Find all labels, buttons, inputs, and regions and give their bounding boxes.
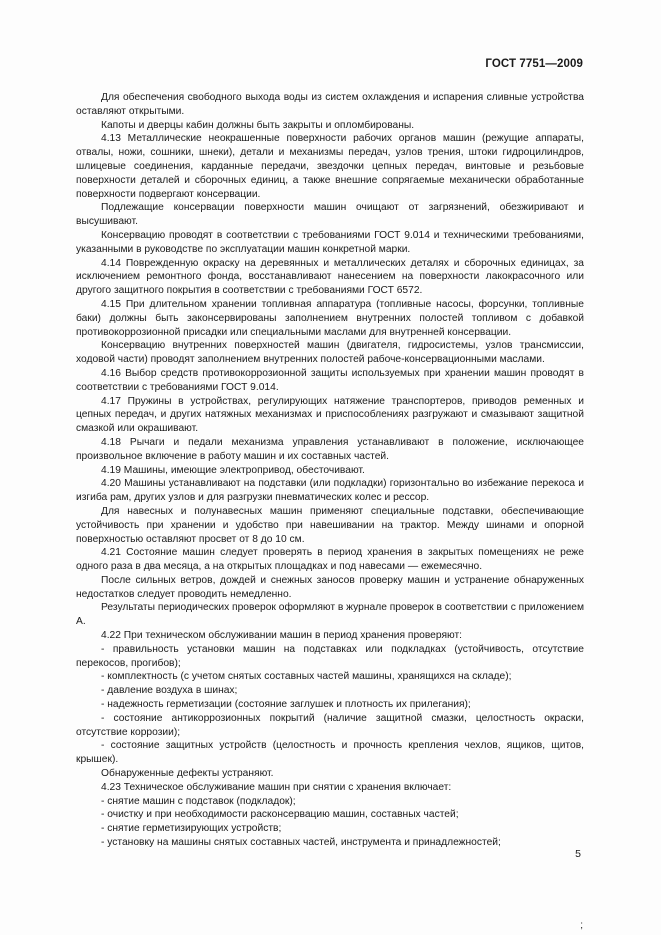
paragraph: 4.20 Машины устанавливают на подставки (или подкладки) горизонтально во избежание перекоса и изгиба рам, других узлов и для разгрузки пневматических колес и рессор.: [76, 478, 584, 504]
paragraph: 4.23 Техническое обслуживание машин при снятии с хранения включает:: [101, 781, 452, 793]
list-item: - правильность установки машин на подставках или подкладках (устойчивость, отсутствие перекосов, прогибов);: [76, 643, 584, 669]
list-item: - надежность герметизации (состояние заглушек и плотность их прилегания);: [101, 699, 471, 711]
trailing-mark: ;: [580, 920, 583, 931]
paragraph: После сильных ветров, дождей и снежных заносов проверку машин и устранение обнаруженных недостатков следует проводить немедленно.: [76, 574, 584, 600]
paragraph: Обнаруженные дефекты устраняют.: [101, 768, 274, 780]
paragraph: Капоты и дверцы кабин должны быть закрыты и опломбированы.: [101, 119, 415, 131]
page-number: 5: [575, 848, 581, 860]
list-item: - состояние антикоррозионных покрытий (наличие защитной смазки, целостность окраски, отсутствие коррозии);: [76, 712, 584, 738]
list-item: - установку на машины снятых составных частей, инструмента и принадлежностей;: [101, 837, 501, 849]
paragraph: 4.22 При техническом обслуживании машин в период хранения проверяют:: [101, 630, 463, 642]
list-item: - комплектность (с учетом снятых составных частей машины, хранящихся на складе);: [101, 671, 512, 683]
paragraph: 4.18 Рычаги и педали механизма управления устанавливают в положение, исключающее произвольное включение в работу машин и их составных частей.: [76, 436, 584, 462]
document-code-header: ГОСТ 7751—2009: [485, 58, 583, 70]
list-item: - снятие герметизирующих устройств;: [101, 823, 282, 835]
paragraph: Для обеспечения свободного выхода воды из систем охлаждения и испарения сливные устройства оставляют открытыми.: [76, 92, 584, 117]
paragraph: 4.14 Поврежденную окраску на деревянных и металлических деталях и сборочных единицах, за исключением ремонтного фонда, восстанавливают нанесением на поверхности лакокрасочного или другого защитного покрытия в соответствии с требованиями ГОСТ 6572.: [76, 257, 584, 297]
paragraph: Результаты периодических проверок оформляют в журнале проверок в соответствии с приложением А.: [76, 602, 585, 628]
document-body: [76, 91, 584, 850]
paragraph: Для навесных и полунавесных машин применяют специальные подставки, обеспечивающие устойчивость при хранении и удобство при навешивании на трактор. Между шинами и опорной поверхностью оставляют просвет от 8 до 10 см.: [76, 505, 584, 545]
paragraph: 4.17 Пружины в устройствах, регулирующих натяжение транспортеров, приводов ременных и цепных передач, и других натяжных механизмах и приспособлениях разгружают и смазывают защитной смазкой или окрашивают.: [76, 395, 584, 435]
paragraph: 4.13 Металлические неокрашенные поверхности рабочих органов машин (режущие аппараты, отвалы, ножи, сошники, шнеки), детали и механизмы передач, узлов трения, штоки гидроцилиндров, шлицевые соединения, карданные передачи, звездочки цепных передач, винтовые и резьбовые поверхности деталей и сборочных единиц, а также внешние сопрягаемые механически обработанные поверхности подвергают консервации.: [76, 133, 584, 200]
list-item: - очистку и при необходимости расконсервацию машин, составных частей;: [101, 809, 459, 821]
paragraph: Консервацию внутренних поверхностей машин (двигателя, гидросистемы, узлов трансмиссии, ходовой части) проводят заполнением внутренних полостей рабоче-консервационными маслами.: [76, 340, 584, 366]
list-item: - снятие машин с подставок (подкладок);: [101, 795, 296, 807]
paragraph: 4.19 Машины, имеющие электропривод, обесточивают.: [101, 464, 365, 476]
list-item: - давление воздуха в шинах;: [101, 685, 238, 697]
paragraph: 4.15 При длительном хранении топливная аппаратура (топливные насосы, форсунки, топливные баки) должны быть законсервированы заполнением внутренних полостей топливом с добавкой противокоррозионной присадки или специальными маслами для внутренней консервации.: [76, 298, 584, 338]
paragraph: 4.16 Выбор средств противокоррозионной защиты используемых при хранении машин проводят в соответствии с требованиями ГОСТ 9.014.: [76, 367, 584, 393]
paragraph: Подлежащие консервации поверхности машин очищают от загрязнений, обезжиривают и высушивают.: [76, 202, 584, 228]
paragraph: 4.21 Состояние машин следует проверять в период хранения в закрытых помещениях не реже одного раза в два месяца, а на открытых площадках и под навесами — ежемесячно.: [76, 547, 584, 573]
list-item: - состояние защитных устройств (целостность и прочность крепления чехлов, ящиков, щитов, крышек).: [76, 740, 584, 766]
paragraph: Консервацию проводят в соответствии с требованиями ГОСТ 9.014 и техническими требованиями, указанными в руководстве по эксплуатации машин конкретной марки.: [76, 229, 584, 255]
